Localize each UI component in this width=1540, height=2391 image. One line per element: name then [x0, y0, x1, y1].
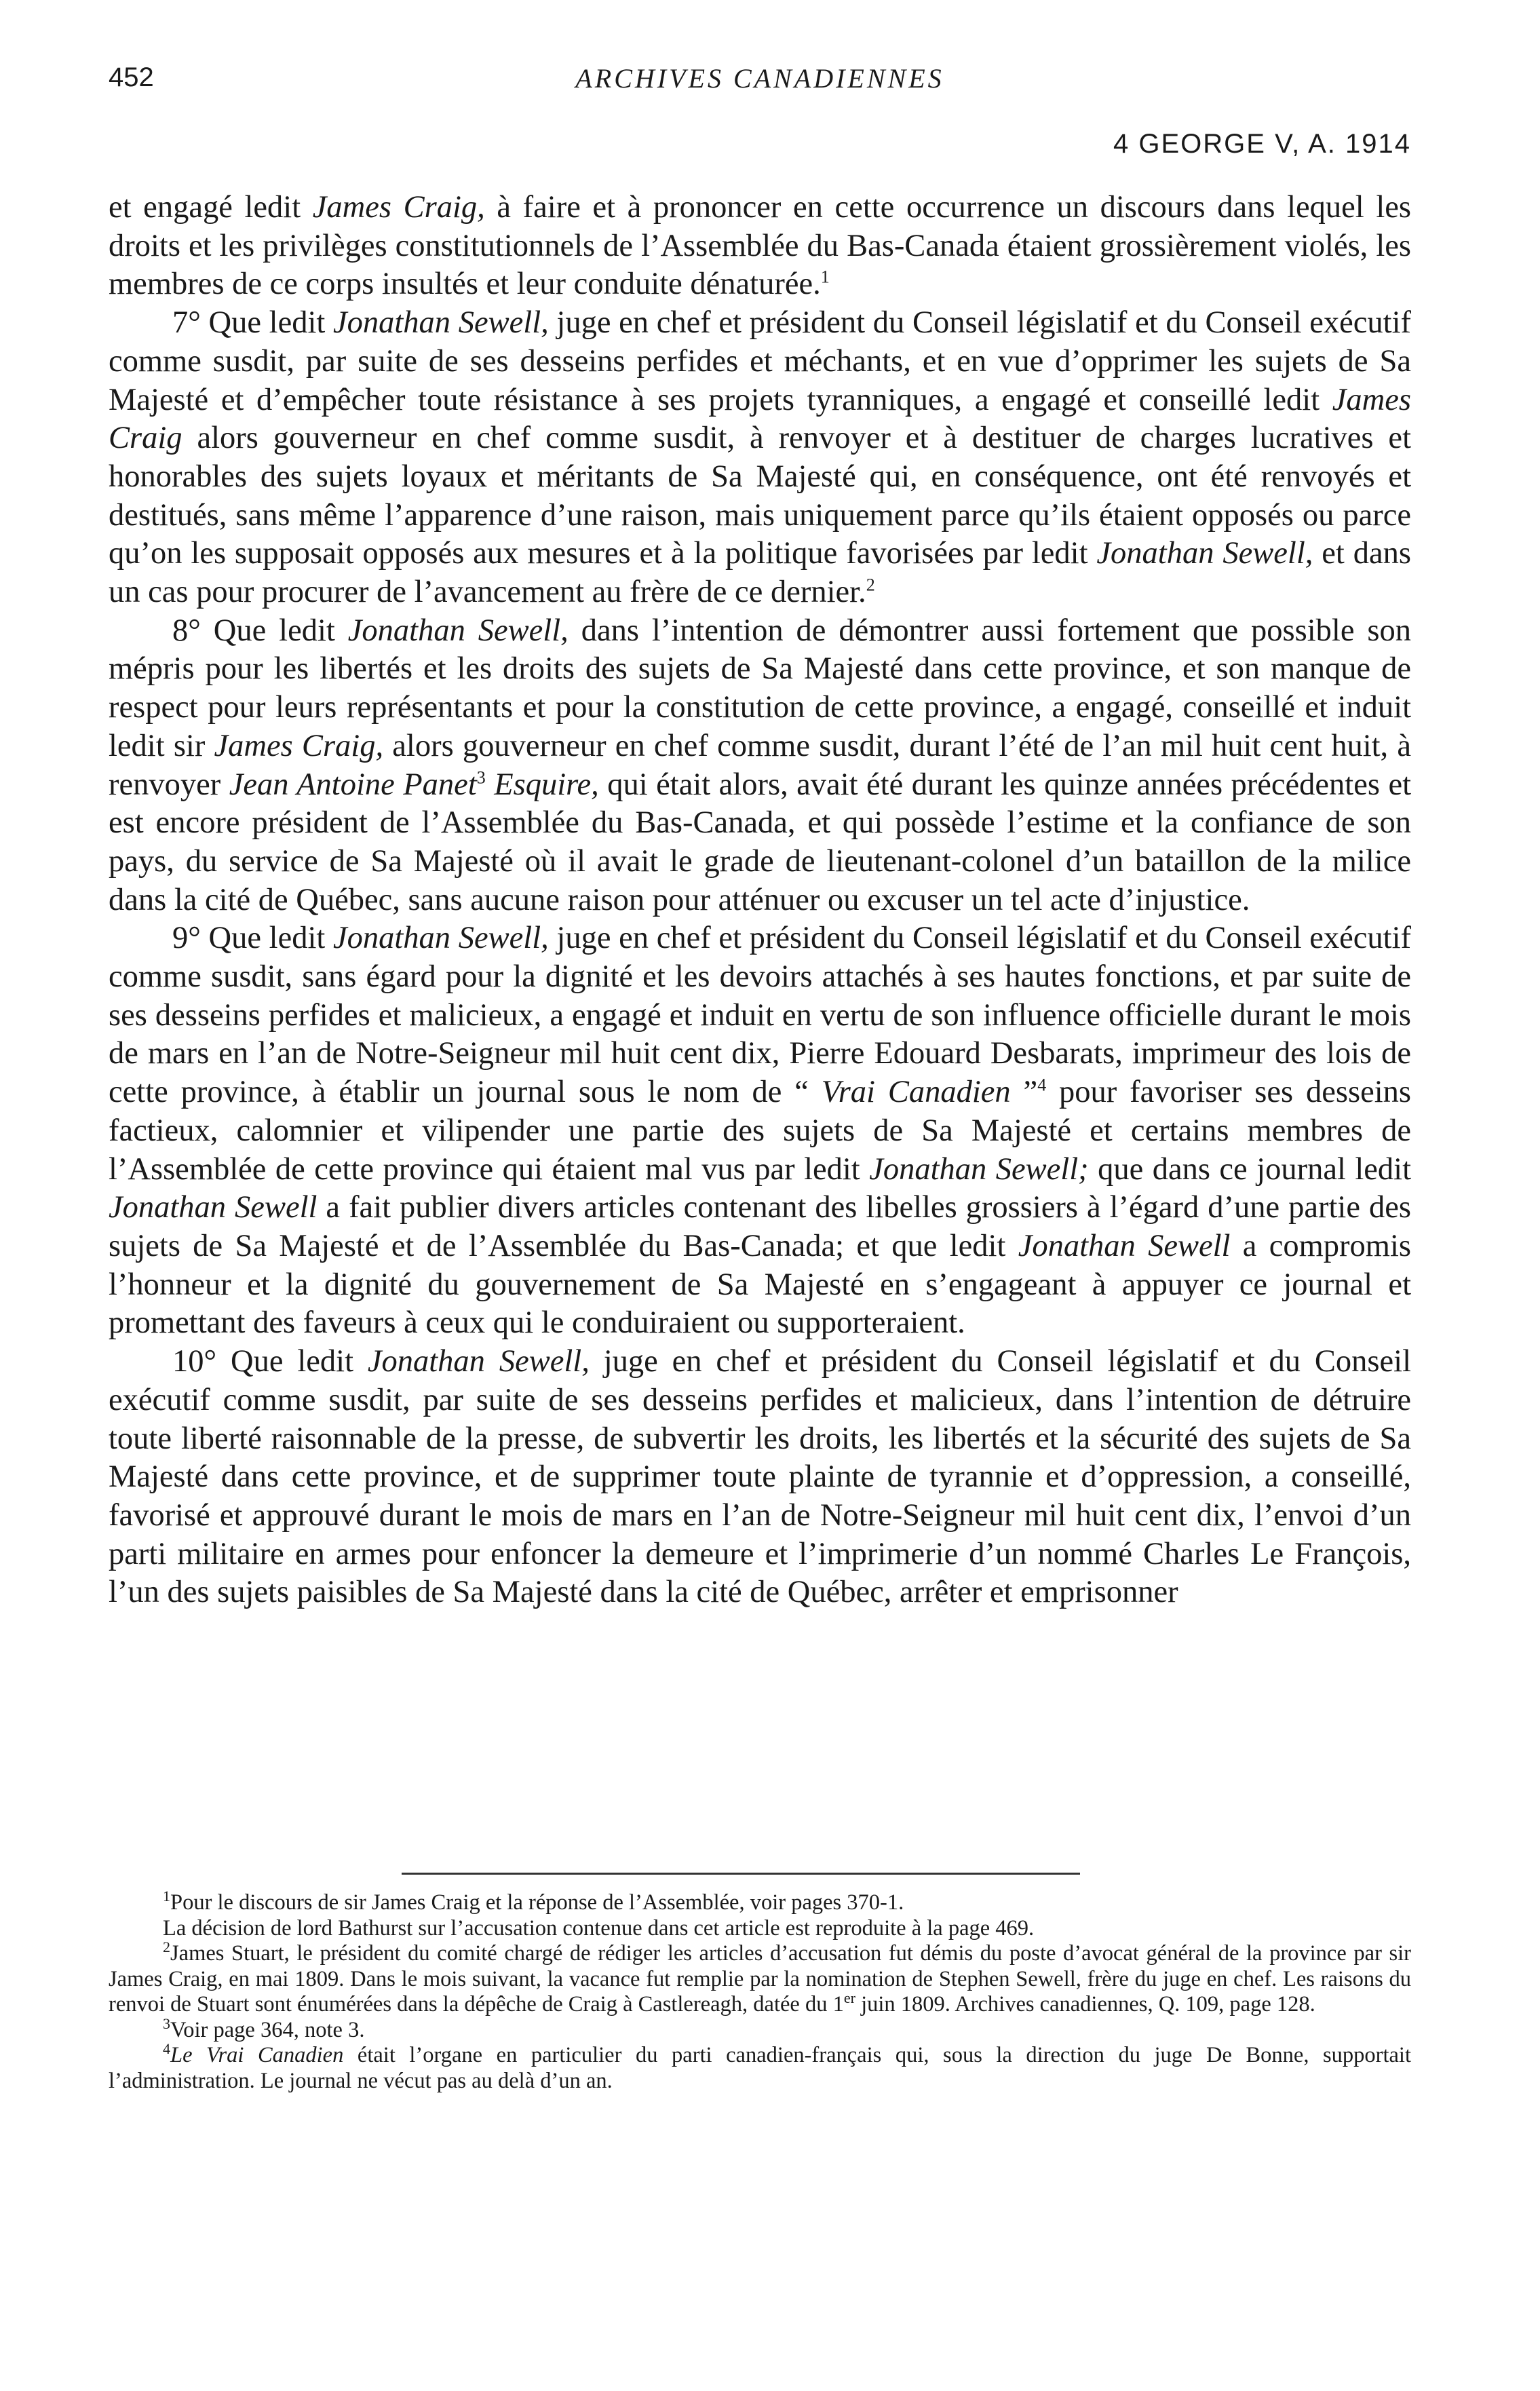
page-number: 452 — [109, 62, 154, 92]
footnote-ref-3: 3 — [476, 767, 486, 788]
paragraph-article-8: 8° Que ledit Jonathan Sewell, dans l’intention de démontrer aussi fortement que possible son mépris pour les libertés et les droits des sujets de Sa Majesté dans cette province, et son manque de respect pour leurs représentants et pour la constitution de cette province, a engagé, conseillé et induit ledit sir James Craig, alors gouverneur en chef comme susdit, durant l’été de l’an mil huit cent huit, à renvoyer Jean Antoine Panet$^3$ Esquire, qui était alors, avait été durant les quinze années précédentes et est encore président de l’Assemblée du Bas-Canada, et qui possède l’estime et la confiance de son pays, du service de Sa Majesté où il avait le grade de lieutenant-colonel d’un bataillon de la milice dans la cité de Québec, sans aucune raison pour atténuer ou excuser un tel acte d’injustice. — [109, 613, 1412, 917]
footnote-1: $^1$Pour le discours de sir James Craig et la réponse de l’Assemblée, voir pages 370-1. — [163, 1888, 904, 1915]
page-header — [109, 62, 1411, 159]
session-reference: 4 GEORGE V, A. 1914 — [1113, 129, 1411, 159]
footnote-1-continued: La décision de lord Bathurst sur l’accusation contenue dans cet article est reproduite à la page 469. — [163, 1915, 1035, 1940]
running-title: ARCHIVES CANADIENNES — [575, 63, 944, 94]
footnote-ref-1: 1 — [820, 267, 830, 287]
footnote-4: $^4$Le Vrai Canadien était l’organe en particulier du parti canadien-français qui, sous la direction du juge De Bonne, supportait l’administration. Le journal ne vécut pas au delà d’un an. — [109, 2040, 1411, 2093]
footnote-ref-4: 4 — [1037, 1075, 1047, 1095]
footnote-ref-2: 2 — [866, 575, 875, 595]
paragraph-article-9: 9° Que ledit Jonathan Sewell, juge en chef et président du Conseil législatif et du Conseil exécutif comme susdit, sans égard pour la dignité et les devoirs attachés à ses hautes fonctions, et par suite de ses desseins perfides et malicieux, a engagé et induit en vertu de son influence officielle durant le mois de mars en l’an de Notre-Seigneur mil huit cent dix, Pierre Edouard Desbarats, imprimeur des lois de cette province, à établir un journal sous le nom de “ Vrai Canadien ”$^4$ pour favoriser ses desseins factieux, calomnier et vilipender une partie des sujets de Sa Majesté et certains membres de l’Assemblée de cette province qui étaient mal vus par ledit Jonathan Sewell; que dans ce journal ledit Jonathan Sewell a fait publier divers articles contenant des libelles grossiers à l’égard d’une partie des sujets de Sa Majesté et de l’Assemblée du Bas-Canada; et que ledit Jonathan Sewell a compromis l’honneur et la dignité du gouvernement de Sa Majesté en s’engageant à appuyer ce journal et promettant des faveurs à ceux qui le conduiraient ou supporteraient. — [109, 921, 1411, 1341]
paragraph-article-10: 10° Que ledit Jonathan Sewell, juge en chef et président du Conseil législatif et du Conseil exécutif comme susdit, par suite de ses desseins perfides et malicieux, dans l’intention de détruire toute liberté raisonnable de la presse, de subvertir les droits, les libertés et la sécurité des sujets de Sa Majesté dans cette province, et de supprimer toute plainte de tyrannie et d’oppression, a conseillé, favorisé et approuvé durant le mois de mars en l’an de Notre-Seigneur mil huit cent dix, l’envoi d’un parti militaire en armes pour enfoncer la demeure et l’imprimerie d’un nommé Charles Le François, l’un des sujets paisibles de Sa Majesté dans la cité de Québec, arrêter et emprisonner — [109, 1344, 1411, 1610]
footnote-2: $^2$James Stuart, le président du comité chargé de rédiger les articles d’accusation fut démis du poste d’avocat général de la province par sir James Craig, en mai 1809. Dans le mois suivant, la vacance fut remplie par la nomination de Stephen Sewell, frère du juge en chef. Les raisons du renvoi de Stuart sont énumérées dans la dépêche de Craig à Castlereagh, datée du 1er juin 1809. Archives canadiennes, Q. 109, page 128. — [109, 1938, 1411, 2016]
footnote-3: $^3$Voir page 364, note 3. — [163, 2014, 365, 2042]
paragraph-article-7: 7° Que ledit Jonathan Sewell, juge en chef et président du Conseil législatif et du Conseil exécutif comme susdit, par suite de ses desseins perfides et méchants, et en vue d’opprimer les sujets de Sa Majesté et d’empêcher toute résistance à ses projets tyranniques, a engagé et conseillé ledit James Craig alors gouverneur en chef comme susdit, à renvoyer et à destituer de charges lucratives et honorables des sujets loyaux et méritants de Sa Majesté qui, en conséquence, ont été renvoyés et destitués, sans même l’apparence d’une raison, mais uniquement parce qu’ils étaient opposés ou parce qu’on les supposait opposés aux mesures et à la politique favorisées par ledit Jonathan Sewell, et dans un cas pour procurer de l’avancement au frère de ce dernier.$^2$ — [109, 305, 1411, 610]
footnote-separator — [402, 1873, 1080, 1875]
footnotes — [109, 1890, 1411, 2094]
body-text — [109, 189, 1411, 1612]
paragraph-continuation: et engagé ledit James Craig, à faire et à prononcer en cette occurrence un discours dans lequel les droits et les privilèges constitutionnels de l’Assemblée du Bas-Canada étaient grossièrement violés, les membres de ce corps insultés et leur conduite dénaturée.$^1$ — [109, 190, 1411, 302]
